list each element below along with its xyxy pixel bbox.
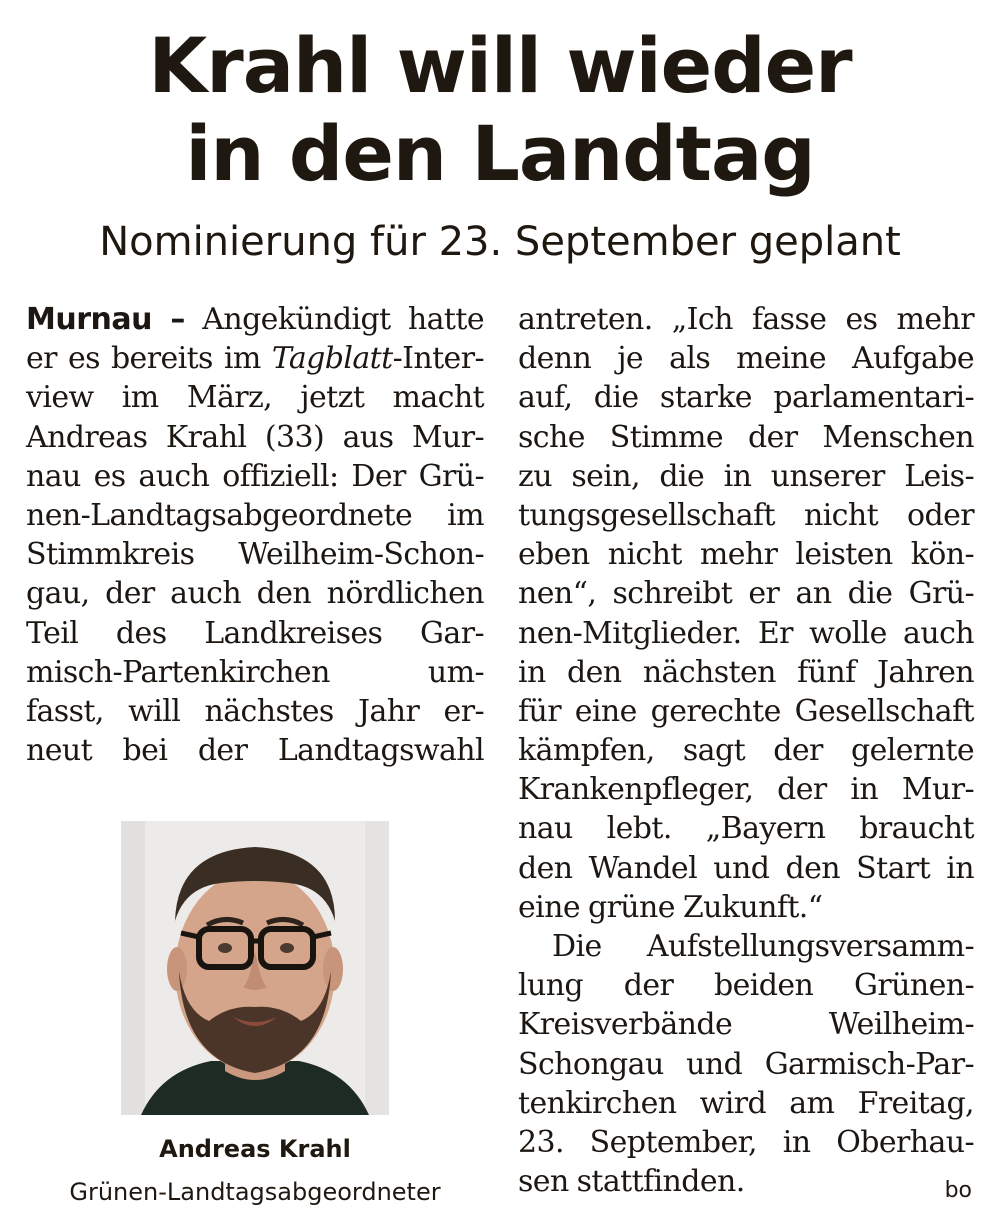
body-line: Kreisverbände Weilheim- <box>518 1007 974 1043</box>
body-line: kämpfen, sagt der gelernte <box>518 733 974 769</box>
body-line: tenkirchen wird am Freitag, <box>518 1085 974 1121</box>
body-line: auf, die starke parlamentari- <box>518 380 974 416</box>
body-line: für eine gerechte Gesellschaft <box>518 693 974 729</box>
photo-caption-name: Andreas Krahl <box>159 1135 351 1163</box>
article-column-right <box>518 300 974 1201</box>
body-line: in den nächsten fünf Jahren <box>518 654 974 690</box>
photo-caption-role: Grünen-Landtagsabgeordneter <box>69 1178 441 1206</box>
body-line: eben nicht mehr leisten kön- <box>518 537 974 573</box>
body-line: sche Stimme der Menschen <box>518 419 974 455</box>
body-line: den Wandel und den Start in <box>518 850 974 886</box>
body-line: zu sein, die in unserer Leis- <box>518 458 974 494</box>
newspaper-name: Tagblatt <box>271 341 393 377</box>
body-line: fasst, will nächstes Jahr er- <box>26 693 484 729</box>
body-line: nau es auch offiziell: Der Grü- <box>26 458 484 494</box>
body-line: neut bei der Landtagswahl <box>26 733 484 769</box>
body-line: misch-Partenkirchen um- <box>26 654 484 690</box>
body-line: tungsgesellschaft nicht oder <box>518 497 974 533</box>
headline-line-2: in den Landtag <box>185 109 815 198</box>
body-line: Die Aufstellungsversamm- <box>552 929 974 964</box>
headline <box>0 22 1000 198</box>
article-column-left <box>26 300 484 770</box>
body-line <box>26 339 484 378</box>
body-text: er es bereits im <box>26 341 272 377</box>
body-line: denn je als meine Aufgabe <box>518 341 974 377</box>
body-line: nen-Landtagsabgeordnete im <box>26 497 484 533</box>
body-line: Teil des Landkreises Gar- <box>26 615 484 651</box>
body-line: nau lebt. „Bayern braucht <box>518 811 974 847</box>
body-line: gau, der auch den nördlichen <box>26 576 484 612</box>
body-line: 23. September, in Oberhau- <box>518 1124 974 1160</box>
body-line: Krankenpfleger, der in Mur- <box>518 772 974 808</box>
dateline: Murnau – <box>26 302 185 337</box>
portrait-illustration <box>121 821 389 1115</box>
body-line: Andreas Krahl (33) aus Mur- <box>26 419 484 455</box>
body-text: Angekündigt hatte <box>184 302 484 337</box>
portrait-photo <box>121 821 389 1115</box>
body-line: nen“, schreibt er an die Grü- <box>518 576 974 612</box>
body-line: Schongau und Garmisch-Par- <box>518 1046 974 1082</box>
subheadline: Nominierung für 23. September geplant <box>99 219 901 265</box>
body-line: eine grüne Zukunft.“ <box>518 889 823 925</box>
body-line <box>26 300 484 339</box>
body-line: Stimmkreis Weilheim-Schon- <box>26 537 484 573</box>
body-line: antreten. „Ich fasse es mehr <box>518 302 974 337</box>
author-tag: bo <box>944 1178 972 1203</box>
headline-line-1: Krahl will wieder <box>148 21 852 110</box>
body-text: -Inter- <box>392 341 484 377</box>
body-line: nen-Mitglieder. Er wolle auch <box>518 615 974 651</box>
body-line: view im März, jetzt macht <box>26 380 484 416</box>
body-line: sen stattfinden. <box>518 1164 745 1200</box>
body-line: lung der beiden Grünen- <box>518 968 974 1004</box>
